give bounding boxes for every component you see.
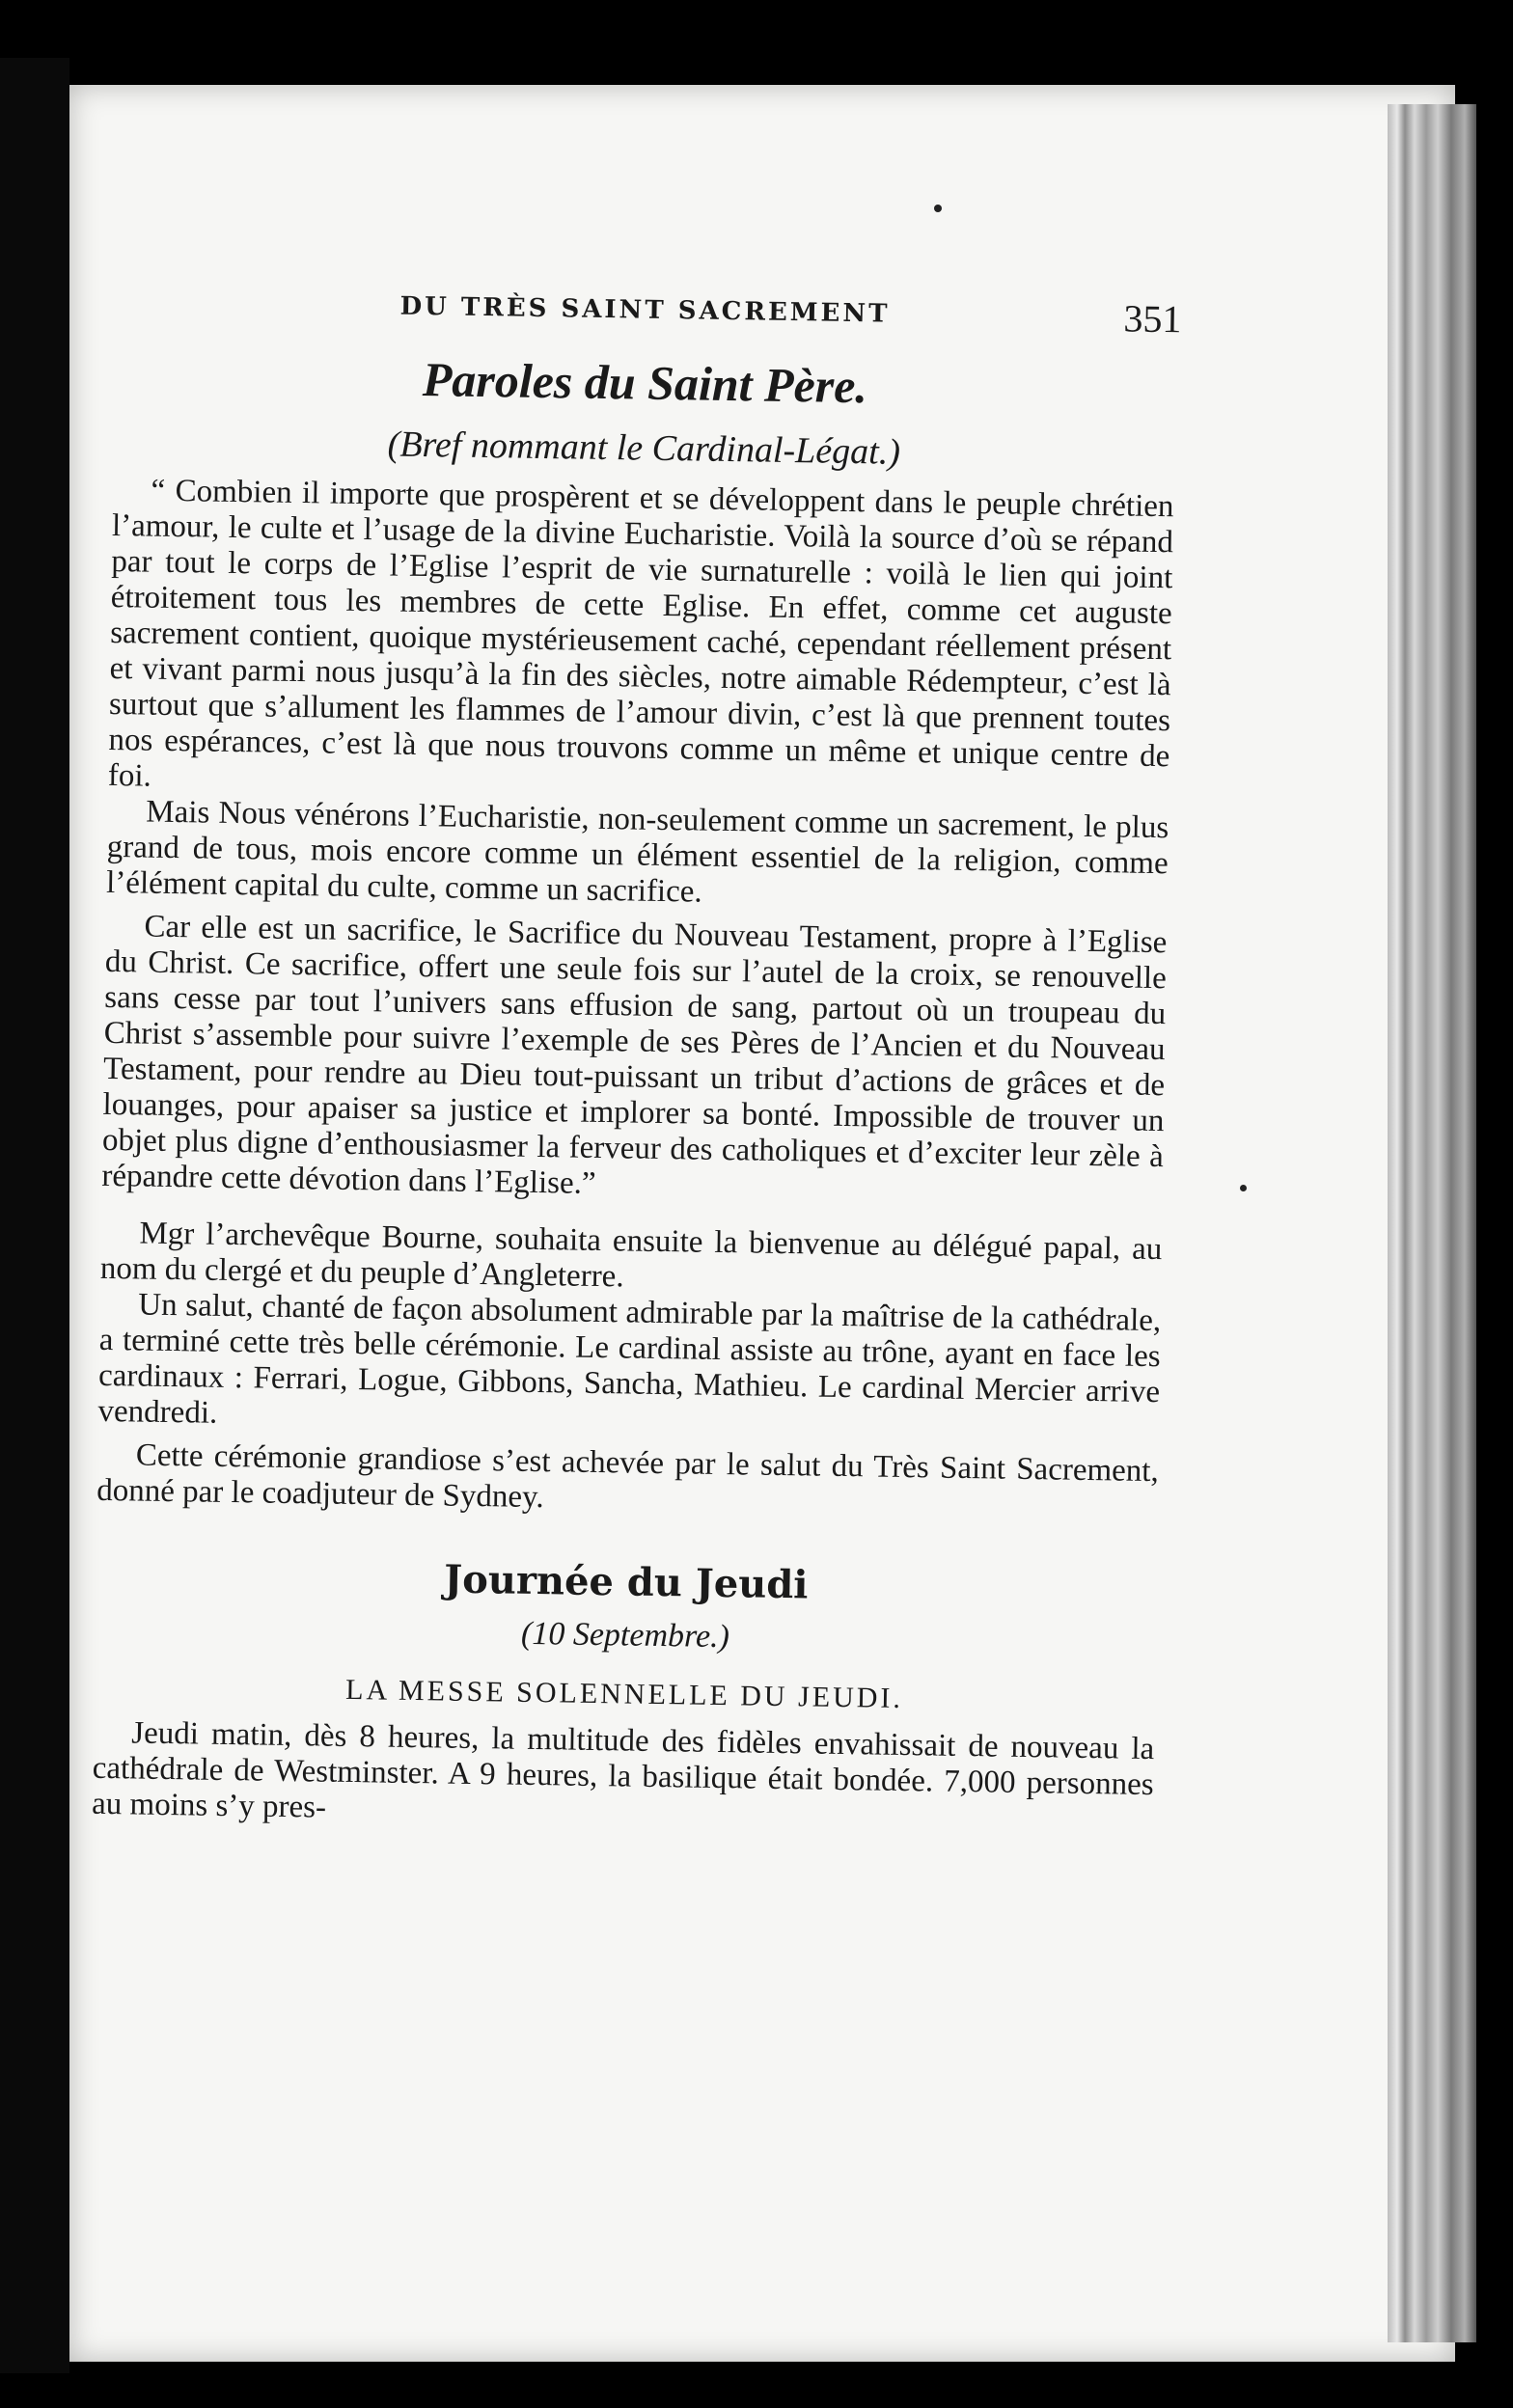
binding-shadow: [0, 58, 69, 2373]
text-column: [91, 280, 1182, 1839]
paragraph: Car elle est un sacrifice, le Sacrifice du Nouveau Testament, propre à l’Eglise du Christ. Ce sacrifice, offert une seule fois sur l’autel de la croix, se renouvelle sans cesse par tout l’univers sans effusion de sang, partout où un troupeau du Christ s’assemble pour suivre l’exemple de ses Pères de l’Ancien et du Nouveau Testament, pour rendre au Dieu tout-puissant un tribut d’actions de grâces et de louanges, pour apaiser sa justice et implorer sa bonté. Impossible de trouver un objet plus digne d’enthousiasmer la ferveur des catholiques et d’exciter leur zèle à répandre cette dévotion dans l’Eglise.”: [101, 909, 1168, 1201]
paragraph: Jeudi matin, dès 8 heures, la multitude des fidèles envahissait de nouveau la cathédrale de Westminster. A 9 heures, la basilique était bondée. 7,000 personnes au moins s’y pres-: [91, 1715, 1155, 1825]
page-edges: [1388, 104, 1476, 2342]
paragraph: Mais Nous vénérons l’Eucharistie, non-seulement comme un sacrement, le plus grand de tous, mois encore comme un élément essentiel de la religion, comme l’élément capital du culte, comme un sacrifice.: [105, 794, 1169, 910]
dust-speck: [934, 205, 942, 212]
dust-speck: [1240, 1185, 1247, 1191]
running-head-title: DU TRÈS SAINT SACREMENT: [399, 291, 891, 329]
paragraph: Un salut, chanté de façon absolument admirable par la maîtrise de la cathédrale, a terminé cette très belle cérémonie. Le cardinal assiste au trône, ayant en face les cardinaux : Ferrari, Logue, Gibbons, Sancha, Mathieu. Le cardinal Mercier arrive vendredi.: [97, 1287, 1162, 1431]
section-title: Paroles du Saint Père.: [422, 352, 868, 414]
paragraph: Cette cérémonie grandiose s’est achevée par le salut du Très Saint Sacrement, donné par le coadjuteur de Sydney.: [96, 1437, 1160, 1516]
day-title: Journée du Jeudi: [443, 1556, 809, 1608]
day-heading: LA MESSE SOLENNELLE DU JEUDI.: [344, 1673, 904, 1714]
paragraph: “ Combien il importe que prospèrent et se développent dans le peuple chrétien l’amour, le culte et l’usage de la divine Eucharistie. Voilà la source d’où se répand par tout le corps de l’Eglise l’esprit de vie surnaturelle : voilà le lien qui joint étroitement tous les membres de cette Eglise. En effet, comme cet auguste sacrement contient, quoique mystérieusement caché, cependant réellement présent et vivant parmi nous jusqu’à la fin des siècles, notre aimable Rédempteur, c’est là surtout que s’allument les flammes de l’amour divin, c’est là que prennent toutes nos espérances, c’est là que nous trouvons comme un même et unique centre de foi.: [107, 473, 1174, 794]
day-subtitle: (10 Septembre.): [520, 1615, 730, 1656]
section-subtitle: (Bref nommant le Cardinal-Légat.): [387, 424, 901, 473]
page-number: 351: [1123, 296, 1182, 342]
paragraph: Mgr l’archevêque Bourne, souhaita ensuite la bienvenue au délégué papal, au nom du clergé et du peuple d’Angleterre.: [99, 1216, 1163, 1295]
